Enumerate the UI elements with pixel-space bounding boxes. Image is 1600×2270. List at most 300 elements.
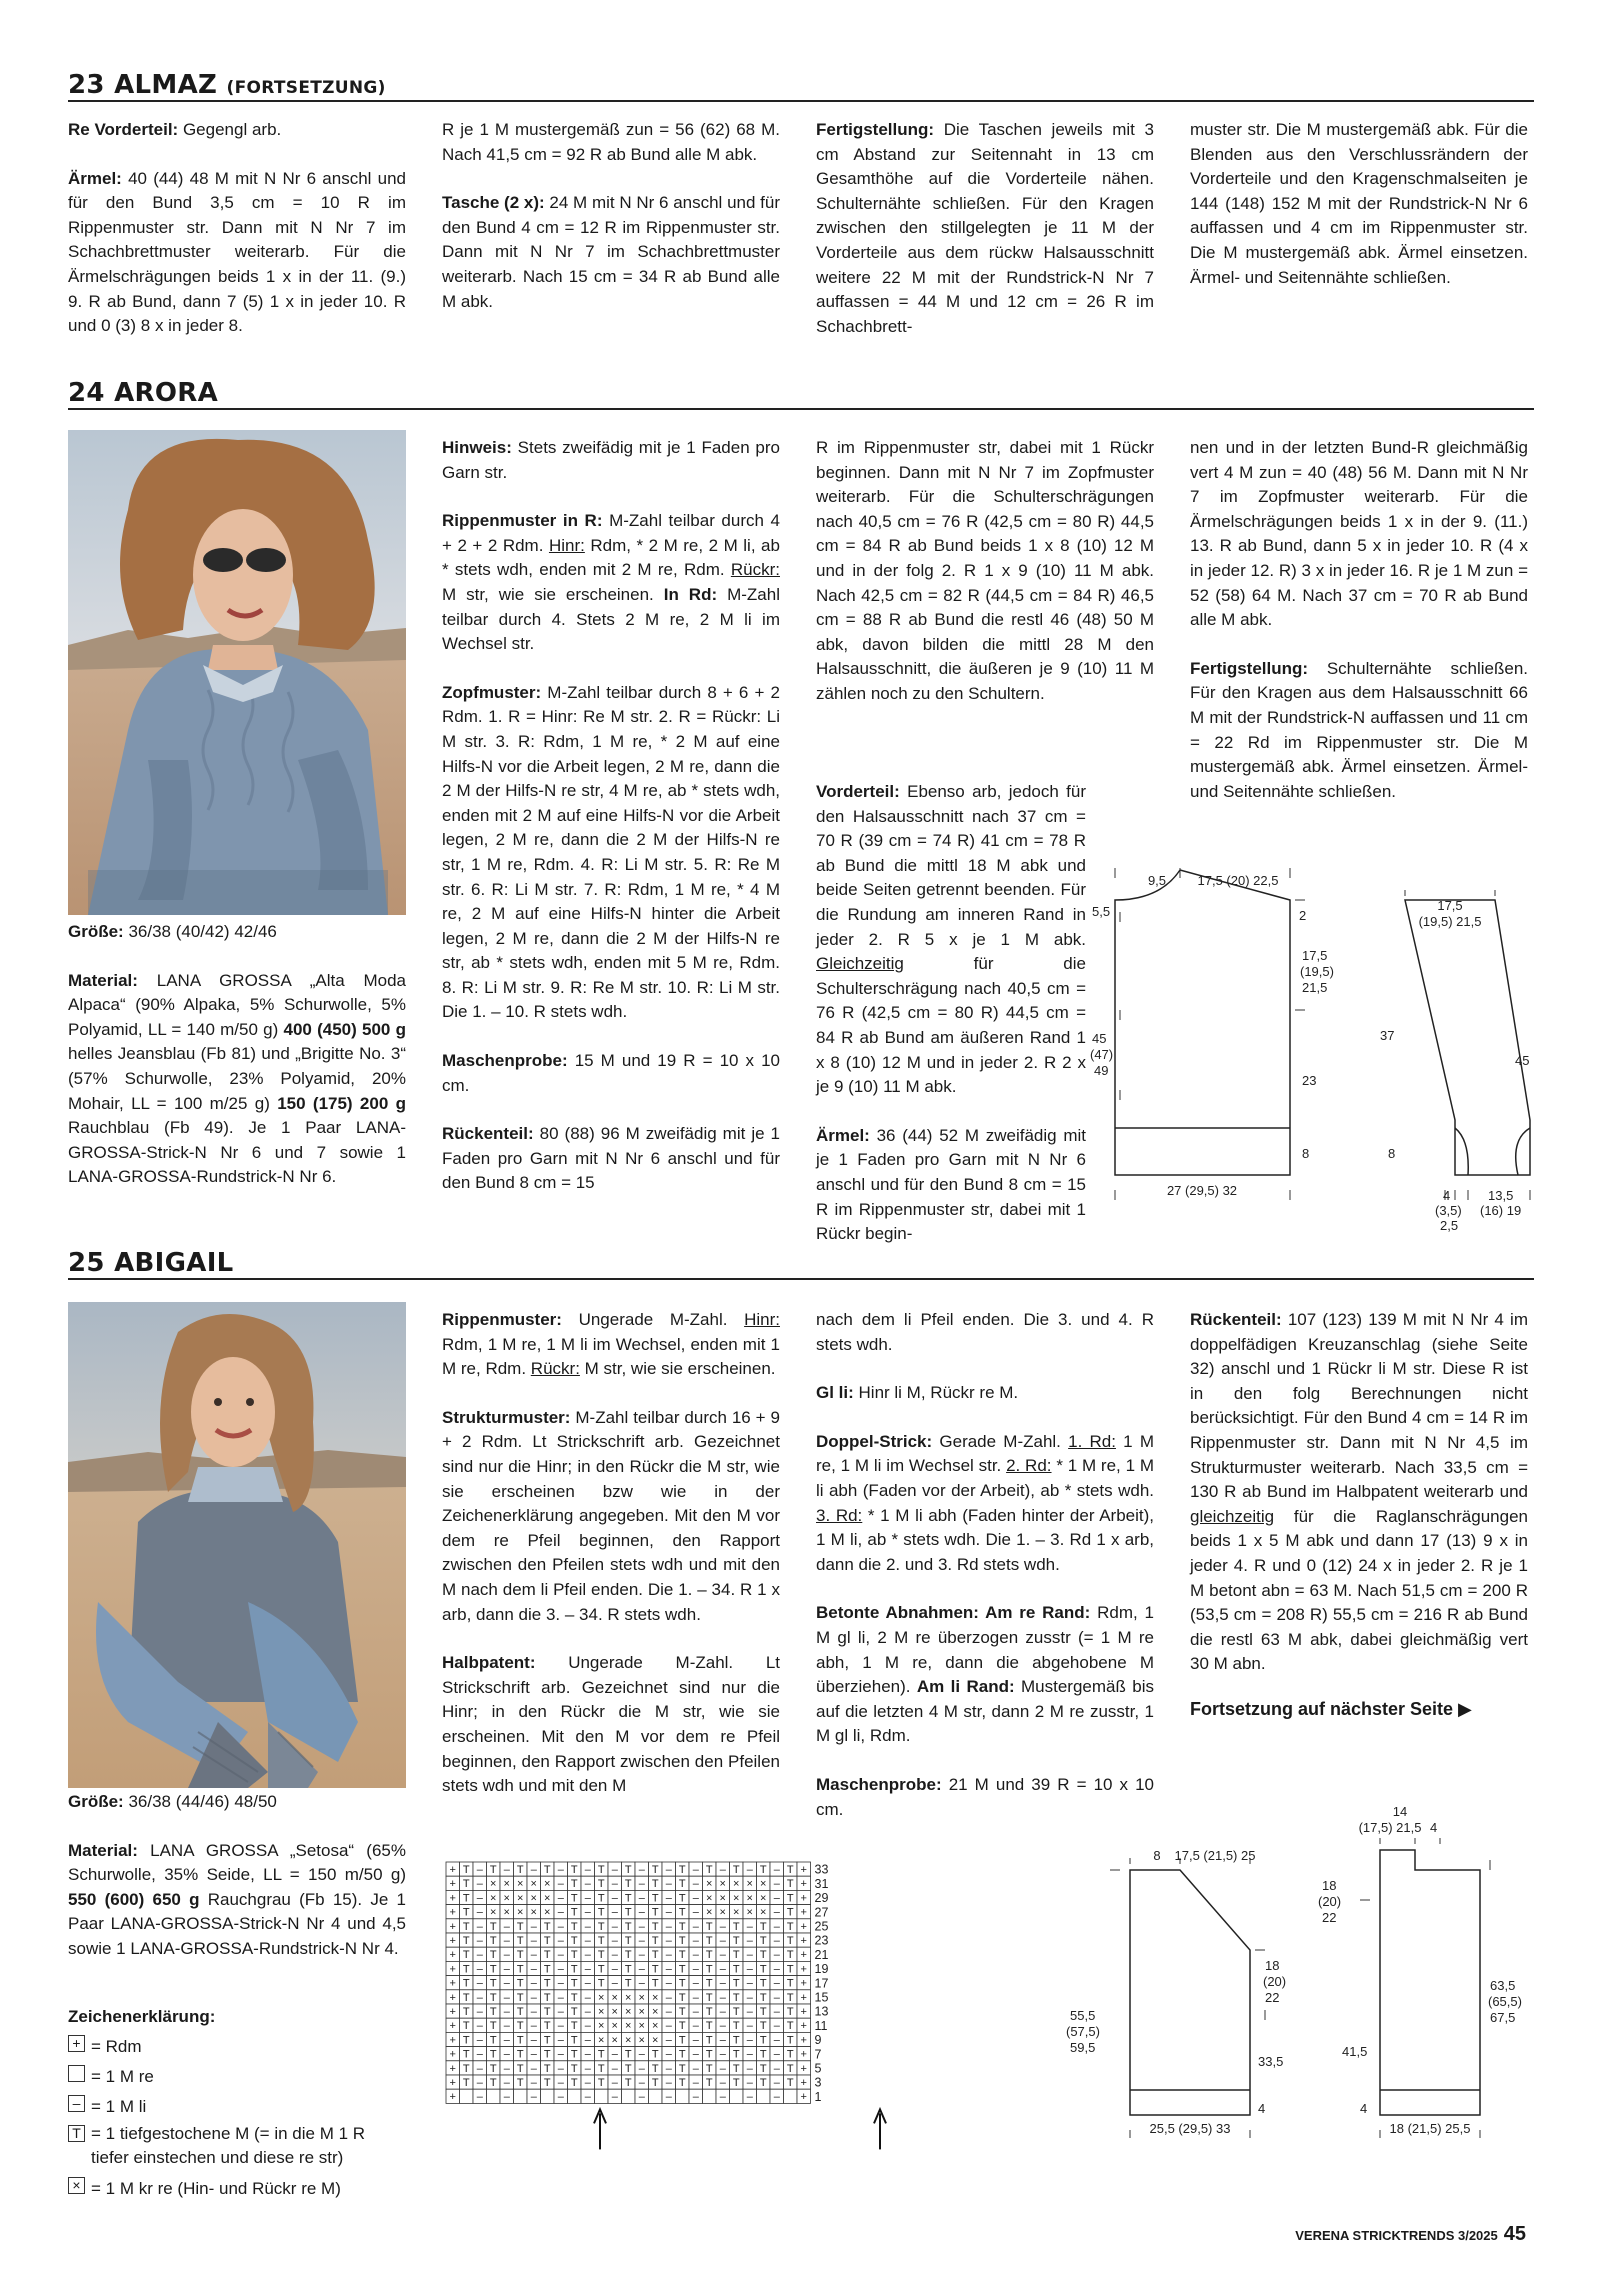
chart-symbol: T xyxy=(678,2062,686,2075)
chart-symbol: T xyxy=(651,1963,659,1976)
chart-symbol: – xyxy=(638,2091,645,2104)
chart-symbol: T xyxy=(651,1864,659,1876)
dim: 55,5 xyxy=(1070,2008,1096,2023)
chart-symbol: – xyxy=(692,1977,699,1990)
chart-cell xyxy=(757,2089,771,2103)
chart-symbol: × xyxy=(760,1906,767,1919)
chart-symbol: – xyxy=(611,1864,618,1876)
chart-symbol: T xyxy=(705,1963,713,1976)
chart-symbol: × xyxy=(638,2020,645,2033)
chart-symbol: T xyxy=(489,1977,497,1990)
chart-symbol: T xyxy=(516,2062,524,2075)
dim: 17,5 (21,5) 25 xyxy=(1174,1848,1256,1863)
chart-symbol: T xyxy=(624,2048,632,2061)
chart-symbol: T xyxy=(786,1935,794,1947)
chart-symbol: T xyxy=(651,1935,659,1947)
chart-symbol: T xyxy=(732,2048,740,2061)
chart-row-number: 29 xyxy=(814,1891,829,1906)
chart-symbol: – xyxy=(530,2062,537,2075)
chart-symbol: – xyxy=(773,1920,780,1933)
chart-cell xyxy=(622,2089,636,2103)
chart-symbol: – xyxy=(611,1906,618,1919)
chart-symbol: T xyxy=(570,1906,578,1919)
chart-symbol: T xyxy=(543,2006,551,2018)
chart-symbol: × xyxy=(544,1906,551,1919)
chart-symbol: T xyxy=(651,1878,659,1891)
chart-symbol: – xyxy=(503,2091,510,2104)
chart-symbol: T xyxy=(705,1991,713,2004)
chart-symbol: – xyxy=(503,1977,510,1990)
chart-cell xyxy=(703,2089,717,2103)
chart-symbol: – xyxy=(719,1977,726,1990)
chart-symbol: – xyxy=(692,2020,699,2033)
chart-symbol: – xyxy=(557,2077,564,2089)
chart-symbol: T xyxy=(543,1991,551,2004)
chart-symbol: – xyxy=(692,1949,699,1962)
s25-col4: Rückenteil: 107 (123) 139 M mit N Nr 4 im doppelfädigen Kreuzanschlag (siehe Seite 32) anschl und 1 Rückr li M str. Diese R ist in den folg Berechnungen nicht berücksichtigt. Für den Bund 4 cm = 14 R im Rippenmuster str. Dann mit N Nr 4,5 im Strukturmuster weiterarb. Nach 33,5 cm = 130 R ab Bund im Halbpatent weiterarb und gleichzeitig für die Raglanschrägungen beids 1 x 5 M abk und dann 17 (13) 9 x in jeder 4. R und 0 (12) 24 x in jeder 2. R je 1 M betont abn = 63 M. Nach 51,5 cm = 200 R (53,5 cm = 208 R) 55,5 cm = 216 R ab Bund die restl 63 M abk, dabei gleichmäßig vert 30 M abn. Fortsetzung auf nächster Seite ▶ xyxy=(1190,1308,1528,1746)
chart-symbol: – xyxy=(665,1892,672,1905)
dim: (3,5) xyxy=(1435,1203,1462,1218)
chart-symbol: – xyxy=(746,1920,753,1933)
chart-symbol: T xyxy=(732,1991,740,2004)
dim: (17,5) 21,5 xyxy=(1358,1820,1422,1835)
chart-symbol: T xyxy=(462,1977,470,1990)
chart-symbol: T xyxy=(570,2034,578,2047)
chart-symbol: – xyxy=(665,1977,672,1990)
chart-symbol: – xyxy=(665,1906,672,1919)
chart-symbol: T xyxy=(759,1864,767,1876)
chart-symbol: – xyxy=(773,1991,780,2004)
dim: (16) 19 xyxy=(1480,1203,1522,1218)
chart-symbol: T xyxy=(462,1949,470,1962)
chart-symbol: + xyxy=(800,1892,807,1905)
s25-col2: Rippenmuster: Ungerade M-Zahl. Hinr: Rdm, 1 M re, 1 M li im Wechsel, enden mit 1 M re, Rdm. Rückr: M str, wie sie erscheinen. Strukturmuster: M-Zahl teilbar durch 16 + 9 + 2 Rdm. Lt Strickschrift arb. Gezeichnet sind nur die Hinr; in den Rückr die M str, wie sie erscheinen bzw wie in der Zeichenerklärung angegeben. Mit den M vor dem re Pfeil beginnen, den Rapport zwischen den Pfeilen stets wdh und mit den M nach dem li Pfeil enden. Die 1. – 34. R 1 x arb, dann die 3. – 34. R stets wdh. Halbpatent: Ungerade M-Zahl. Lt Strickschrift arb. Gezeichnet sind nur die Hinr; in den Rückr die M str, wie sie erscheinen. Mit den M vor dem re Pfeil beginnen, den Rapport zwischen den Pfeilen stets wdh und mit den M xyxy=(442,1310,780,1796)
chart-symbol: T xyxy=(732,2034,740,2047)
continue-note: Fortsetzung auf nächster Seite ▶ xyxy=(1190,1698,1472,1719)
chart-symbol: – xyxy=(773,1963,780,1976)
chart-symbol: T xyxy=(759,1963,767,1976)
chart-symbol: – xyxy=(746,1977,753,1990)
dim: 8 xyxy=(1153,1848,1161,1863)
chart-symbol: T xyxy=(597,1977,605,1990)
page-number: 45 xyxy=(1503,2223,1526,2245)
legend-item: + = Rdm xyxy=(68,2032,406,2062)
chart-symbol: – xyxy=(773,2091,780,2104)
chart-symbol: T xyxy=(678,1864,686,1876)
chart-symbol: × xyxy=(611,2034,618,2047)
chart-symbol: T xyxy=(786,1991,794,2004)
page-footer: VERENA STRICKTRENDS 3/2025 45 xyxy=(1295,2223,1526,2245)
chart-symbol: T xyxy=(786,1920,794,1933)
chart-symbol: T xyxy=(462,2020,470,2033)
legend-item: – = 1 M li xyxy=(68,2092,406,2122)
chart-symbol: T xyxy=(462,2006,470,2018)
chart-symbol: – xyxy=(719,2062,726,2075)
chart-symbol: × xyxy=(652,2020,659,2033)
chart-symbol: – xyxy=(557,2091,564,2104)
s24-col1-text: Größe: 36/38 (40/42) 42/46 Material: LANA GROSSA „Alta Moda Alpaca“ (90% Alpaka, 5% Schurwolle, 5% Polyamid, LL = 140 m/50 g) 400 (450) 500 g helles Jeansblau (Fb 81) und „Brigitte No. 3“ (57% Schurwolle, 23% Polyamid, 20% Mohair, LL = 100 m/25 g) 150 (175) 200 g Rauchblau (Fb 49). Je 1 Paar LANA-GROSSA-Strick-N Nr 6 und 7 sowie 1 LANA-GROSSA-Rundstrick-N Nr 6. xyxy=(68,922,407,1187)
chart-symbol: × xyxy=(611,1991,618,2004)
chart-symbol: × xyxy=(530,1892,537,1905)
chart-symbol: × xyxy=(706,1892,713,1905)
chart-row-number: 21 xyxy=(814,1947,829,1962)
chart-symbol: – xyxy=(476,1864,483,1876)
chart-symbol: T xyxy=(597,2062,605,2075)
chart-symbol: T xyxy=(624,1878,632,1891)
chart-symbol: – xyxy=(476,2006,483,2018)
chart-row-number: 23 xyxy=(814,1933,829,1948)
dim: 18 (21,5) 25,5 xyxy=(1389,2121,1471,2136)
chart-symbol: – xyxy=(773,1935,780,1947)
chart-symbol: – xyxy=(611,1935,618,1947)
chart-row-number: 7 xyxy=(814,2047,822,2062)
chart-symbol: T xyxy=(543,2062,551,2075)
chart-symbol: T xyxy=(732,2006,740,2018)
chart-symbol: – xyxy=(503,2020,510,2033)
chart-symbol: × xyxy=(625,2020,632,2033)
tuck-stitch-icon: T xyxy=(68,2125,85,2142)
chart-symbol: T xyxy=(570,1963,578,1976)
chart-symbol: T xyxy=(462,1920,470,1933)
chart-symbol: × xyxy=(706,1906,713,1919)
dim: (20) xyxy=(1263,1974,1287,1989)
chart-symbol: × xyxy=(638,1991,645,2004)
chart-symbol: – xyxy=(638,1935,645,1947)
chart-symbol: T xyxy=(597,1878,605,1891)
chart-symbol: T xyxy=(678,2006,686,2018)
chart-symbol: – xyxy=(719,1949,726,1962)
chart-symbol: – xyxy=(638,1878,645,1891)
twisted-stitch-icon: × xyxy=(68,2177,85,2194)
chart-symbol: T xyxy=(489,2006,497,2018)
chart-symbol: × xyxy=(544,1878,551,1891)
chart-symbol: – xyxy=(611,1949,618,1962)
chart-symbol: – xyxy=(719,2048,726,2061)
chart-symbol: × xyxy=(760,1878,767,1891)
chart-symbol: × xyxy=(706,1878,713,1891)
chart-symbol: T xyxy=(759,2048,767,2061)
chart-symbol: – xyxy=(584,1991,591,2004)
chart-symbol: T xyxy=(678,1949,686,1962)
chart-symbol: T xyxy=(624,1892,632,1905)
chart-symbol: – xyxy=(503,2077,510,2089)
chart-symbol: – xyxy=(773,1949,780,1962)
chart-symbol: – xyxy=(692,1935,699,1947)
chart-symbol: – xyxy=(557,2020,564,2033)
chart-symbol: T xyxy=(543,2077,551,2089)
chart-symbol: T xyxy=(597,1864,605,1876)
chart-symbol: T xyxy=(624,2077,632,2089)
model-photo-abigail xyxy=(68,1302,406,1788)
dim: (20) xyxy=(1318,1894,1342,1909)
chart-symbol: – xyxy=(584,2020,591,2033)
chart-row-number: 33 xyxy=(814,1862,829,1877)
chart-symbol: – xyxy=(665,1991,672,2004)
chart-symbol: – xyxy=(719,2020,726,2033)
dim: 67,5 xyxy=(1490,2010,1516,2025)
chart-symbol: – xyxy=(584,1906,591,1919)
chart-symbol: T xyxy=(786,1963,794,1976)
chart-symbol: × xyxy=(598,1991,605,2004)
chart-symbol: T xyxy=(786,2006,794,2018)
chart-symbol: – xyxy=(503,1949,510,1962)
chart-symbol: + xyxy=(800,2006,807,2018)
chart-symbol: + xyxy=(449,1920,456,1933)
chart-symbol: T xyxy=(624,1949,632,1962)
chart-row-number: 1 xyxy=(814,2089,822,2104)
chart-symbol: T xyxy=(678,1963,686,1976)
chart-symbol: T xyxy=(570,2048,578,2061)
chart-symbol: T xyxy=(516,2077,524,2089)
chart-symbol: – xyxy=(503,2048,510,2061)
chart-symbol: – xyxy=(557,1906,564,1919)
chart-symbol: T xyxy=(516,2006,524,2018)
chart-symbol: – xyxy=(692,2006,699,2018)
chart-symbol: – xyxy=(773,1892,780,1905)
chart-symbol: – xyxy=(692,2091,699,2104)
chart-symbol: – xyxy=(476,1935,483,1947)
chart-symbol: + xyxy=(800,1949,807,1962)
chart-symbol: – xyxy=(611,1963,618,1976)
chart-symbol: – xyxy=(692,1864,699,1876)
chart-symbol: – xyxy=(611,2048,618,2061)
chart-row-number: 11 xyxy=(814,2018,828,2033)
chart-symbol: T xyxy=(597,1949,605,1962)
chart-symbol: – xyxy=(557,2034,564,2047)
section-title-23: 23 ALMAZ (FORTSETZUNG) xyxy=(68,70,386,100)
chart-symbol: – xyxy=(719,2006,726,2018)
chart-symbol: + xyxy=(800,2091,807,2104)
chart-symbol: – xyxy=(503,1963,510,1976)
chart-symbol: T xyxy=(597,1892,605,1905)
chart-symbol: – xyxy=(557,2062,564,2075)
chart-symbol: T xyxy=(489,1935,497,1947)
section-rule xyxy=(68,1278,1534,1280)
chart-cell xyxy=(514,2089,528,2103)
chart-symbol: – xyxy=(584,1977,591,1990)
chart-symbol: T xyxy=(570,1920,578,1933)
s24-col4: nen und in der letzten Bund-R gleichmäßig vert 4 M zun = 40 (48) 56 M. Dann mit N Nr 7 im Zopfmuster weiterarb. Für die Ärmelschrägungen beids 1 x in der 9. (11.) 13. R ab Bund, dann 5 x in jeder 10. R (4 x in jeder 12. R) 3 x in jeder 16. R je 1 M zun = 52 (58) 64 M. Nach 37 cm = 70 R ab Bund alle M abk. Fertigstellung: Schulternähte schließen. Für den Kragen aus dem Halsausschnitt 66 M mit der Rundstrick-N auffassen und 11 cm = 22 Rd im Rippenmuster str. Die M mustergemäß abk. Ärmel einsetzen. Ärmel- und Seitennähte schließen. xyxy=(1190,438,1528,801)
chart-symbol: – xyxy=(530,2020,537,2033)
chart-symbol: × xyxy=(503,1892,510,1905)
chart-symbol: – xyxy=(638,1892,645,1905)
chart-symbol: × xyxy=(503,1906,510,1919)
chart-symbol: T xyxy=(570,2077,578,2089)
chart-symbol: T xyxy=(705,2062,713,2075)
chart-symbol: T xyxy=(678,1892,686,1905)
chart-symbol: – xyxy=(746,1963,753,1976)
chart-symbol: T xyxy=(705,1949,713,1962)
dim: 18 xyxy=(1322,1878,1337,1893)
chart-symbol: T xyxy=(462,1892,470,1905)
chart-symbol: T xyxy=(759,1991,767,2004)
chart-symbol: T xyxy=(543,2048,551,2061)
chart-symbol: × xyxy=(611,2020,618,2033)
dim: 21,5 xyxy=(1302,980,1328,995)
dim: 63,5 xyxy=(1490,1978,1516,1993)
dim: 59,5 xyxy=(1070,2040,1096,2055)
dim: 4 xyxy=(1443,1188,1451,1203)
chart-symbol: T xyxy=(786,2048,794,2061)
s25-col1-text: Größe: 36/38 (44/46) 48/50 Material: LANA GROSSA „Setosa“ (65% Schurwolle, 35% Seide, LL = 150 m/50 g) 550 (600) 650 g Rauchgrau (Fb 15). Je 1 Paar LANA-GROSSA-Strick-N Nr 4 und 4,5 sowie 1 LANA-GROSSA-Rundstrick-N Nr 4. xyxy=(68,1792,406,1958)
chart-symbol: × xyxy=(719,1878,726,1891)
chart-symbol: – xyxy=(719,1920,726,1933)
chart-row-number: 17 xyxy=(814,1976,829,1991)
chart-symbol: T xyxy=(489,1963,497,1976)
chart-symbol: – xyxy=(665,1949,672,1962)
chart-symbol: – xyxy=(557,1949,564,1962)
chart-symbol: – xyxy=(665,2048,672,2061)
chart-symbol: T xyxy=(597,2048,605,2061)
chart-symbol: – xyxy=(638,1963,645,1976)
chart-symbol: – xyxy=(665,1920,672,1933)
dim: 17,5 xyxy=(1437,898,1463,913)
chart-symbol: – xyxy=(638,2062,645,2075)
chart-symbol: T xyxy=(705,1920,713,1933)
chart-symbol: T xyxy=(786,1977,794,1990)
dim: 4 xyxy=(1360,2101,1368,2116)
chart-symbol: T xyxy=(570,2062,578,2075)
chart-symbol: T xyxy=(705,2034,713,2047)
s23-col4: muster str. Die M mustergemäß abk. Für die Blenden aus den Verschlussrändern der Vorderteile und den Kragenschmalseiten je 144 (148) 152 M mit der Rundstrick-N Nr 6 auffassen und 4 cm im Rippenmuster str. Die M mustergemäß abk. Ärmel einsetzen. Ärmel- und Seitennähte schließen. xyxy=(1190,120,1528,287)
chart-symbol: T xyxy=(570,2020,578,2033)
chart-symbol: T xyxy=(462,1935,470,1947)
chart-symbol: – xyxy=(476,2077,483,2089)
chart-row-number: 19 xyxy=(814,1962,829,1977)
chart-symbol: T xyxy=(624,1977,632,1990)
chart-symbol: – xyxy=(611,2077,618,2089)
dim: (19,5) xyxy=(1300,964,1334,979)
chart-symbol: – xyxy=(719,1864,726,1876)
chart-symbol: – xyxy=(584,1878,591,1891)
chart-symbol: T xyxy=(732,2077,740,2089)
chart-symbol: – xyxy=(719,2091,726,2104)
chart-symbol: × xyxy=(652,2034,659,2047)
chart-symbol: + xyxy=(449,1991,456,2004)
chart-symbol: T xyxy=(732,1949,740,1962)
chart-symbol: + xyxy=(449,1977,456,1990)
chart-symbol: T xyxy=(516,2020,524,2033)
chart-symbol: – xyxy=(638,1906,645,1919)
chart-symbol: × xyxy=(638,2006,645,2018)
chart-symbol: – xyxy=(584,2062,591,2075)
chart-symbol: – xyxy=(665,2091,672,2104)
chart-symbol: T xyxy=(786,2034,794,2047)
chart-symbol: – xyxy=(476,2020,483,2033)
chart-symbol: – xyxy=(638,1977,645,1990)
chart-symbol: × xyxy=(625,1991,632,2004)
legend xyxy=(68,2002,406,2204)
chart-symbol: T xyxy=(516,2048,524,2061)
chart-symbol: × xyxy=(490,1878,497,1891)
chart-symbol: T xyxy=(624,1935,632,1947)
chart-symbol: – xyxy=(719,2034,726,2047)
chart-symbol: T xyxy=(678,1906,686,1919)
dim: 23 xyxy=(1302,1073,1317,1088)
s24-col3-bottom: Vorderteil: Ebenso arb, jedoch für den Halsausschnitt nach 37 cm = 70 R (39 cm = 74 R) 41 cm = 78 R ab Bund die mittl 18 M abk und beide Seiten getrennt beenden. Für die Rundung am inneren Rand in jeder 2. R 5 x je 1 M abk. Gleichzeitig für die Schulterschrägung nach 40,5 cm = 76 R (42,5 cm = 80 R) 44,5 cm = 84 R ab Bund am äußeren Rand 1 x 8 (10) 12 M und in jeder 2. R 2 x je 9 (10) 11 M abk. Ärmel: 36 (44) 52 M zweifädig mit je 1 Faden pro Garn mit N Nr 6 anschl und für den Bund 8 cm = 15 R im Rippenmuster str, dabei mit 1 Rückr begin- xyxy=(816,782,1086,1244)
chart-symbol: – xyxy=(584,2006,591,2018)
chart-symbol: T xyxy=(705,2020,713,2033)
chart-symbol: T xyxy=(570,1935,578,1947)
chart-symbol: T xyxy=(624,1864,632,1876)
chart-cell xyxy=(595,2089,609,2103)
chart-symbol: × xyxy=(544,1892,551,1905)
legend-title: Zeichenerklärung: xyxy=(68,2007,216,2026)
chart-symbol: × xyxy=(625,2006,632,2018)
dim: 49 xyxy=(1094,1063,1109,1078)
chart-symbol: T xyxy=(732,1963,740,1976)
chart-symbol: – xyxy=(530,2077,537,2089)
chart-symbol: – xyxy=(665,1963,672,1976)
chart-symbol: T xyxy=(759,2020,767,2033)
dim: 2 xyxy=(1299,908,1307,923)
chart-row-number: 5 xyxy=(814,2061,822,2076)
chart-symbol: T xyxy=(705,1935,713,1947)
s23-col3: Fertigstellung: Die Taschen jeweils mit 3 cm Abstand zur Seitennaht in 13 cm Gesamthöhe auf die Vorderteile nähen. Schulternähte schließen. Für den Kragen zwischen den stillgelegten je 11 M der Vorderteile aus dem rückw Halsausschnitt weitere 22 M mit der Rundstrick-N Nr 7 auffassen = 44 M und 12 cm = 26 R im Schachbrett- xyxy=(816,120,1154,336)
s23-col1: Re Vorderteil: Gegengl arb. Ärmel: 40 (44) 48 M mit N Nr 6 anschl und für den Bund 3,5 cm = 10 R im Rippenmuster str. Dann mit N Nr 7 im Schachbrettmuster weiterarb. Für die Ärmelschrägungen beids 1 x in der 11. (9.) 9. R ab Bund, dann 7 (5) 1 x in jeder 10. R und 0 (3) 8 x in jeder 8. xyxy=(68,120,406,336)
chart-symbol: T xyxy=(489,1949,497,1962)
chart-symbol: T xyxy=(759,1977,767,1990)
chart-symbol: T xyxy=(597,1963,605,1976)
chart-symbol: T xyxy=(489,1864,497,1876)
chart-symbol: – xyxy=(692,1963,699,1976)
chart-symbol: T xyxy=(651,2062,659,2075)
schematic-arora xyxy=(1090,860,1550,1240)
chart-symbol: – xyxy=(530,1935,537,1947)
chart-symbol: – xyxy=(638,1949,645,1962)
chart-symbol: T xyxy=(786,1878,794,1891)
chart-symbol: T xyxy=(732,2062,740,2075)
chart-symbol: T xyxy=(462,1864,470,1876)
chart-symbol: × xyxy=(503,1878,510,1891)
chart-symbol: – xyxy=(692,1892,699,1905)
chart-symbol: – xyxy=(746,1949,753,1962)
chart-symbol: + xyxy=(449,1935,456,1947)
chart-symbol: T xyxy=(489,2034,497,2047)
chart-symbol: – xyxy=(503,2034,510,2047)
chart-symbol: – xyxy=(557,1991,564,2004)
chart-symbol: – xyxy=(746,2034,753,2047)
dim: 22 xyxy=(1265,1990,1280,2005)
chart-symbol: – xyxy=(557,1864,564,1876)
chart-symbol: × xyxy=(490,1892,497,1905)
chart-symbol: – xyxy=(773,1864,780,1876)
chart-symbol: – xyxy=(665,2062,672,2075)
chart-symbol: – xyxy=(773,1878,780,1891)
chart-symbol: – xyxy=(611,1892,618,1905)
knitting-chart xyxy=(444,1860,964,2190)
chart-symbol: – xyxy=(476,1892,483,1905)
chart-symbol: × xyxy=(638,2034,645,2047)
chart-symbol: × xyxy=(490,1906,497,1919)
chart-symbol: + xyxy=(449,1878,456,1891)
chart-symbol: T xyxy=(678,1920,686,1933)
chart-symbol: – xyxy=(557,1892,564,1905)
chart-symbol: + xyxy=(800,1878,807,1891)
chart-symbol: T xyxy=(759,2062,767,2075)
chart-symbol: × xyxy=(598,2006,605,2018)
section-rule xyxy=(68,408,1534,410)
chart-symbol: + xyxy=(449,2062,456,2075)
dim: 2,5 xyxy=(1440,1218,1459,1233)
chart-symbol: T xyxy=(543,2034,551,2047)
dim: 17,5 (20) 22,5 xyxy=(1197,873,1279,888)
chart-symbol: – xyxy=(476,2048,483,2061)
chart-symbol: T xyxy=(462,2048,470,2061)
chart-symbol: T xyxy=(678,1991,686,2004)
chart-symbol: – xyxy=(530,2006,537,2018)
dim: 8 xyxy=(1302,1146,1310,1161)
